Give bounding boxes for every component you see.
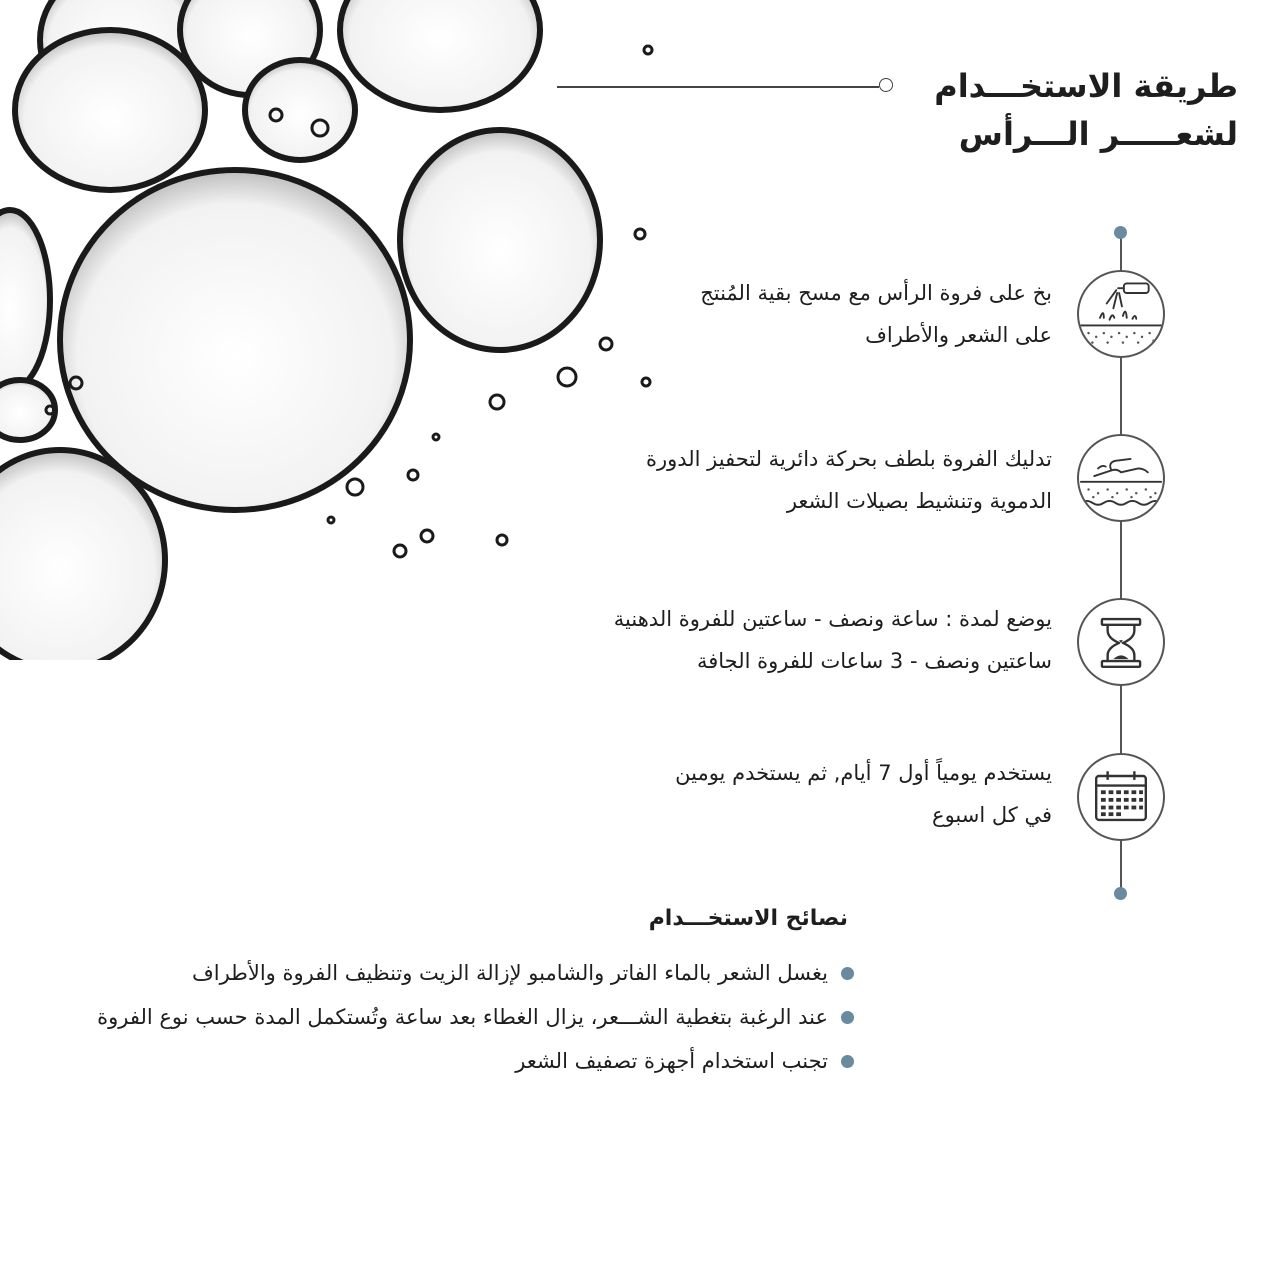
spray-scalp-icon bbox=[1077, 270, 1165, 358]
title-line-1: طريقة الاستخـــدام bbox=[934, 67, 1238, 105]
tip-item bbox=[94, 952, 854, 994]
tip-text: عند الرغبة بتغطية الشـــعر، يزال الغطاء بعد ساعة وتُستكمل المدة حسب نوع الفروة bbox=[97, 1005, 828, 1029]
tip-item bbox=[94, 1040, 854, 1082]
timeline-start-dot bbox=[1114, 226, 1127, 239]
step-2-text bbox=[492, 438, 1052, 522]
step-3-text bbox=[492, 598, 1052, 682]
tip-text: تجنب استخدام أجهزة تصفيف الشعر bbox=[515, 1049, 828, 1073]
tip-item bbox=[94, 996, 854, 1038]
tip-text: يغسل الشعر بالماء الفاتر والشامبو لإزالة الزيت وتنظيف الفروة والأطراف bbox=[191, 961, 828, 985]
massage-scalp-icon bbox=[1077, 434, 1165, 522]
title-divider bbox=[557, 86, 879, 88]
step-1-line-1: بخ على فروة الرأس مع مسح بقية المُنتج bbox=[700, 281, 1052, 305]
step-4-line-2: في كل اسبوع bbox=[932, 803, 1052, 827]
step-4-line-1: يستخدم يومياً أول 7 أيام, ثم يستخدم يومين bbox=[675, 761, 1052, 785]
page-title bbox=[898, 62, 1238, 158]
tips-title: نصائح الاستخـــدام bbox=[648, 906, 848, 931]
bullet-dot-icon bbox=[841, 1011, 854, 1024]
step-3-line-1: يوضع لمدة : ساعة ونصف - ساعتين للفروة الدهنية bbox=[613, 607, 1052, 631]
step-4-text bbox=[492, 752, 1052, 836]
step-1-text bbox=[492, 272, 1052, 356]
step-3-line-2: ساعتين ونصف - 3 ساعات للفروة الجافة bbox=[696, 649, 1052, 673]
title-divider-knob bbox=[879, 78, 893, 92]
title-line-2: لشعـــــر الـــرأس bbox=[958, 115, 1238, 153]
calendar-icon bbox=[1077, 753, 1165, 841]
step-1-line-2: على الشعر والأطراف bbox=[865, 323, 1052, 347]
timeline-end-dot bbox=[1114, 887, 1127, 900]
step-2-line-2: الدموية وتنشيط بصيلات الشعر bbox=[786, 489, 1052, 513]
step-2-line-1: تدليك الفروة بلطف بحركة دائرية لتحفيز الدورة bbox=[645, 447, 1052, 471]
bullet-dot-icon bbox=[841, 967, 854, 980]
hourglass-icon bbox=[1077, 598, 1165, 686]
bullet-dot-icon bbox=[841, 1055, 854, 1068]
tips-list bbox=[94, 952, 854, 1084]
